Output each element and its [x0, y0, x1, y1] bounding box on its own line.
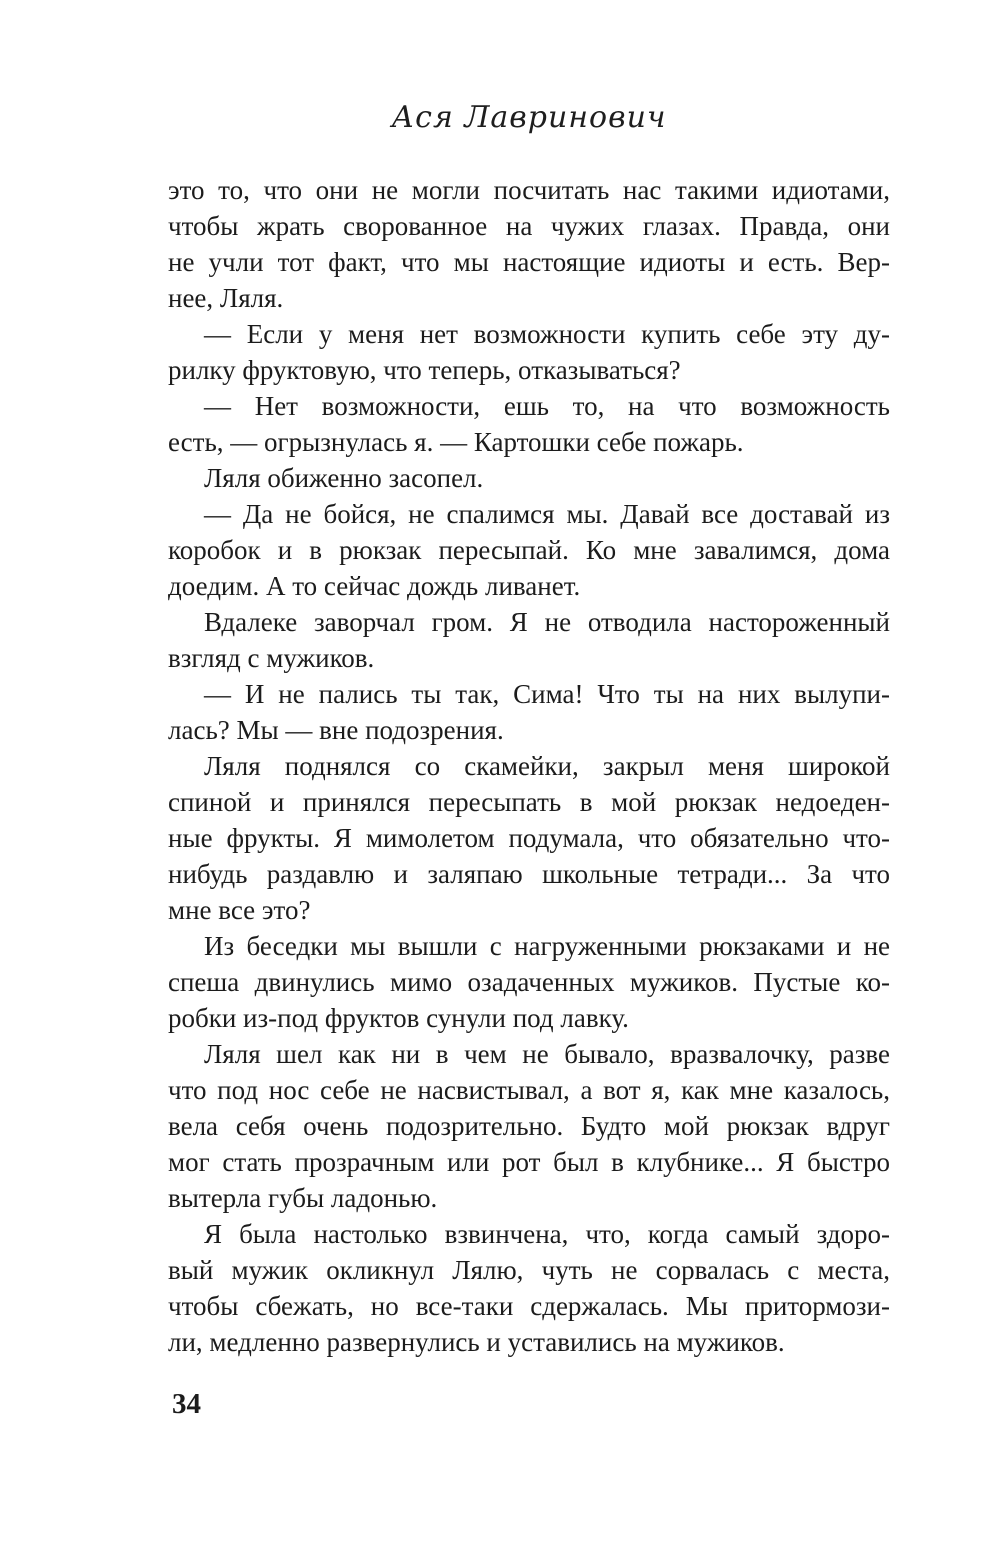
- text-line: не учли тот факт, что мы настоящие идиоты и есть. Вер-: [168, 247, 890, 277]
- text-line: — Если у меня нет возможности купить себе эту ду-: [204, 319, 890, 349]
- text-line: что под нос себе не насвистывал, а вот я, как мне казалось,: [168, 1075, 890, 1105]
- body-text: [168, 172, 890, 1360]
- page-number: 34: [172, 1388, 201, 1420]
- text-line: доедим. А то сейчас дождь ливанет.: [168, 571, 581, 601]
- text-line: лась? Мы — вне подозрения.: [168, 715, 504, 745]
- text-line: есть, — огрызнулась я. — Картошки себе пожарь.: [168, 427, 744, 457]
- text-line: Вдалеке заворчал гром. Я не отводила настороженный: [204, 607, 890, 637]
- text-line: мне все это?: [168, 895, 311, 925]
- text-line: вела себя очень подозрительно. Будто мой рюкзак вдруг: [168, 1111, 890, 1141]
- text-line: коробок и в рюкзак пересыпай. Ко мне завалимся, дома: [168, 535, 890, 565]
- text-line: мог стать прозрачным или рот был в клубнике... Я быстро: [168, 1147, 890, 1177]
- text-line: чтобы жрать сворованное на чужих глазах. Правда, они: [168, 211, 890, 241]
- text-line: — Нет возможности, ешь то, на что возможность: [204, 391, 890, 421]
- text-line: чтобы сбежать, но все-таки сдержалась. Мы притормози-: [168, 1291, 890, 1321]
- text-line: робки из-под фруктов сунули под лавку.: [168, 1003, 629, 1033]
- text-line: Ляля обиженно засопел.: [204, 463, 484, 493]
- text-line: Из беседки мы вышли с нагруженными рюкзаками и не: [204, 931, 890, 961]
- text-line: ные фрукты. Я мимолетом подумала, что обязательно что-: [168, 823, 890, 853]
- text-line: взгляд с мужиков.: [168, 643, 375, 673]
- text-line: ли, медленно развернулись и уставились на мужиков.: [168, 1327, 785, 1357]
- text-line: вытерла губы ладонью.: [168, 1183, 438, 1213]
- text-line: спиной и принялся пересыпать в мой рюкзак недоеден-: [168, 787, 890, 817]
- text-line: это то, что они не могли посчитать нас такими идиотами,: [168, 175, 890, 205]
- text-line: нее, Ляля.: [168, 283, 284, 313]
- text-line: Ляля поднялся со скамейки, закрыл меня широкой: [204, 751, 890, 781]
- text-line: спеша двинулись мимо озадаченных мужиков. Пустые ко-: [168, 967, 890, 997]
- text-line: Я была настолько взвинчена, что, когда самый здоро-: [204, 1219, 890, 1249]
- text-line: Ляля шел как ни в чем не бывало, вразвалочку, разве: [204, 1039, 890, 1069]
- text-line: вый мужик окликнул Лялю, чуть не сорвалась с места,: [168, 1255, 890, 1285]
- text-line: нибудь раздавлю и заляпаю школьные тетради... За что: [168, 859, 890, 889]
- running-header-author: Ася Лавринович: [391, 100, 667, 135]
- text-line: — И не пались ты так, Сима! Что ты на них вылупи-: [204, 679, 890, 709]
- text-line: — Да не бойся, не спалимся мы. Давай все доставай из: [204, 499, 890, 529]
- text-line: рилку фруктовую, что теперь, отказываться?: [168, 355, 681, 385]
